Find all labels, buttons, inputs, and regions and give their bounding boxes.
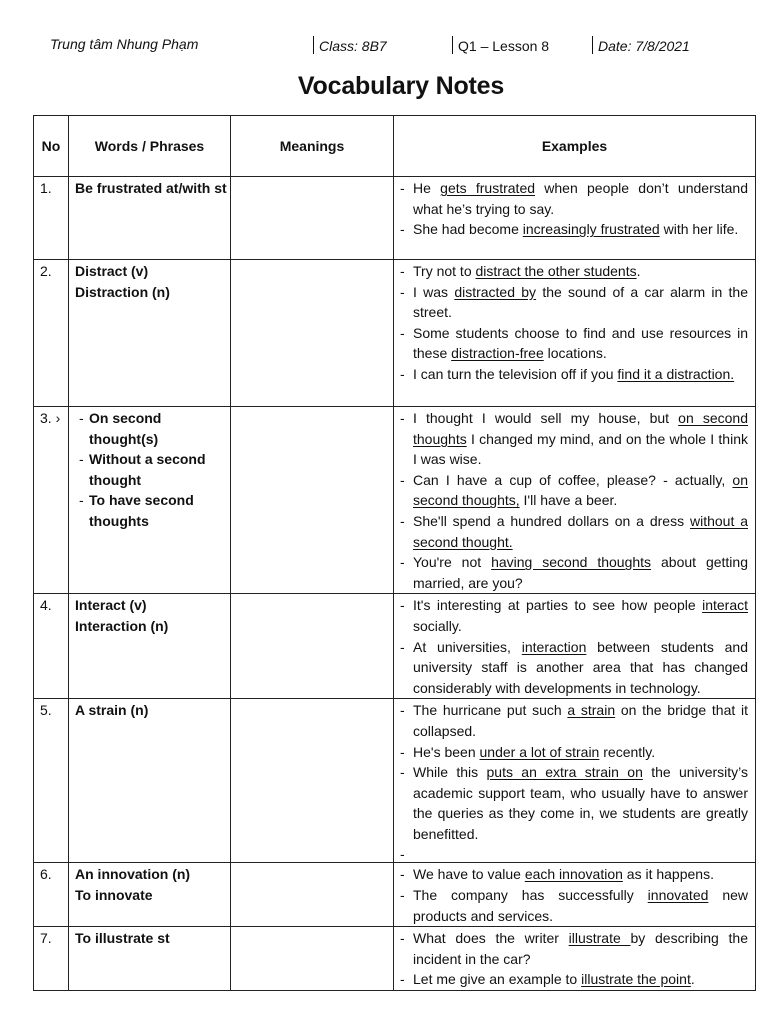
example-item: - I was distracted by the sound of a car alarm in the street. <box>394 282 748 323</box>
highlighted-phrase: innovated <box>647 886 709 903</box>
word-item: - Without a second thought <box>75 449 230 490</box>
row-words <box>69 260 231 407</box>
row-examples <box>394 260 756 407</box>
example-item: - The hurricane put such a strain on the bridge that it collapsed. <box>394 700 748 741</box>
example-item: - I thought I would sell my house, but on second thoughts I changed my mind, and on the whole I think I was wise. <box>394 408 748 470</box>
row-words <box>69 177 231 260</box>
lesson-label <box>452 36 549 54</box>
lesson-text: Q1 – Lesson 8 <box>458 38 550 54</box>
row-examples <box>394 863 756 927</box>
row-examples <box>394 594 756 699</box>
row-meaning <box>231 594 394 699</box>
header-no: No <box>34 116 69 177</box>
example-item: - Some students choose to find and use resources in these distraction-free locations. <box>394 323 748 364</box>
row-words <box>69 699 231 863</box>
row-meaning <box>231 407 394 594</box>
highlighted-phrase: interaction <box>521 638 587 655</box>
class-label <box>313 36 387 54</box>
center-name: Trung tâm Nhung Phạm <box>50 36 199 52</box>
row-words <box>69 407 231 594</box>
highlighted-phrase: distraction-free <box>451 345 544 362</box>
highlighted-phrase: gets frustrated <box>440 180 536 196</box>
highlighted-phrase: on second thoughts <box>413 410 748 447</box>
highlighted-phrase: distract the other students <box>475 263 637 279</box>
word-item: - To have second thoughts <box>75 490 230 531</box>
row-examples <box>394 177 756 260</box>
table-header-row <box>34 116 756 177</box>
highlighted-phrase: illustrate the point <box>581 971 691 988</box>
table-row <box>34 177 756 260</box>
example-item: - She'll spend a hundred dollars on a dress without a second thought. <box>394 511 748 552</box>
highlighted-phrase: on second thoughts, <box>413 471 748 509</box>
word-item: Interact (v) <box>75 597 147 614</box>
table-row <box>34 699 756 863</box>
highlighted-phrase: having second thoughts <box>491 554 652 571</box>
row-number: 5. <box>34 699 69 863</box>
row-words <box>69 594 231 699</box>
word-item: To illustrate st <box>75 930 170 947</box>
word-item: - On second thought(s) <box>75 408 230 449</box>
header-meanings: Meanings <box>231 116 394 177</box>
page-header <box>0 36 768 56</box>
example-item: - Can I have a cup of coffee, please? - actually, on second thoughts, I'll have a beer. <box>394 470 748 511</box>
date-label <box>592 36 690 54</box>
date-text: Date: 7/8/2021 <box>598 38 690 54</box>
example-item: - What does the writer illustrate by describing the incident in the car? <box>394 928 748 969</box>
row-meaning <box>231 699 394 863</box>
highlighted-phrase: under a lot of strain <box>479 743 600 760</box>
row-number: 3. › <box>34 407 69 594</box>
table-row <box>34 260 756 407</box>
highlighted-phrase: interact <box>702 597 748 614</box>
word-item: To innovate <box>75 886 153 903</box>
row-number: 2. <box>34 260 69 407</box>
table-row <box>34 863 756 927</box>
header-words: Words / Phrases <box>69 116 231 177</box>
row-words <box>69 863 231 927</box>
word-item: Distraction (n) <box>75 283 170 300</box>
table-row <box>34 594 756 699</box>
example-item: - While this puts an extra strain on the university’s academic support team, who usually have to answer the queries as they come in, we students are greatly benefitted. <box>394 762 748 844</box>
highlighted-phrase: without a second thought. <box>413 512 748 550</box>
example-item: - She had become increasingly frustrated with her life. <box>394 219 748 240</box>
row-words <box>69 927 231 991</box>
example-item: - Try not to distract the other students. <box>394 261 748 282</box>
highlighted-phrase: find it a distraction. <box>617 365 735 382</box>
row-meaning <box>231 927 394 991</box>
example-item: - The company has successfully innovated new products and services. <box>394 885 748 926</box>
word-item: Interaction (n) <box>75 617 169 634</box>
row-number: 1. <box>34 177 69 260</box>
example-item: - He's been under a lot of strain recently. <box>394 742 748 763</box>
highlighted-phrase: distracted by <box>454 283 537 300</box>
row-number: 7. <box>34 927 69 991</box>
example-item: - I can turn the television off if you find it a distraction. <box>394 364 748 385</box>
example-item: - You're not having second thoughts about getting married, are you? <box>394 552 748 593</box>
table-row <box>34 927 756 991</box>
row-examples <box>394 699 756 863</box>
example-item: - At universities, interaction between students and university staff is another area that has changed considerably with developments in technology. <box>394 637 748 699</box>
highlighted-phrase: illustrate <box>568 930 631 947</box>
word-item: Be frustrated at/with st <box>75 180 227 196</box>
highlighted-phrase: puts an extra strain on <box>486 764 643 781</box>
example-item: - We have to value each innovation as it happens. <box>394 864 748 885</box>
example-item: - Let me give an example to illustrate the point. <box>394 969 748 990</box>
highlighted-phrase: each innovation <box>524 866 623 883</box>
highlighted-phrase: increasingly frustrated <box>522 221 660 238</box>
row-meaning <box>231 863 394 927</box>
row-examples <box>394 407 756 594</box>
example-item: - He gets frustrated when people don’t understand what he’s trying to say. <box>394 178 748 219</box>
row-number: 6. <box>34 863 69 927</box>
page-title: Vocabulary Notes <box>297 72 505 100</box>
table-row <box>34 407 756 594</box>
word-item: A strain (n) <box>75 702 149 719</box>
example-item: - It's interesting at parties to see how people interact socially. <box>394 595 748 636</box>
word-item: Distract (v) <box>75 263 149 279</box>
vocabulary-table <box>33 115 756 991</box>
word-item: An innovation (n) <box>75 866 191 883</box>
row-meaning <box>231 260 394 407</box>
class-text: Class: 8B7 <box>319 38 387 54</box>
highlighted-phrase: a strain <box>567 702 616 719</box>
row-examples <box>394 927 756 991</box>
header-examples: Examples <box>394 116 756 177</box>
row-number: 4. <box>34 594 69 699</box>
row-meaning <box>231 177 394 260</box>
